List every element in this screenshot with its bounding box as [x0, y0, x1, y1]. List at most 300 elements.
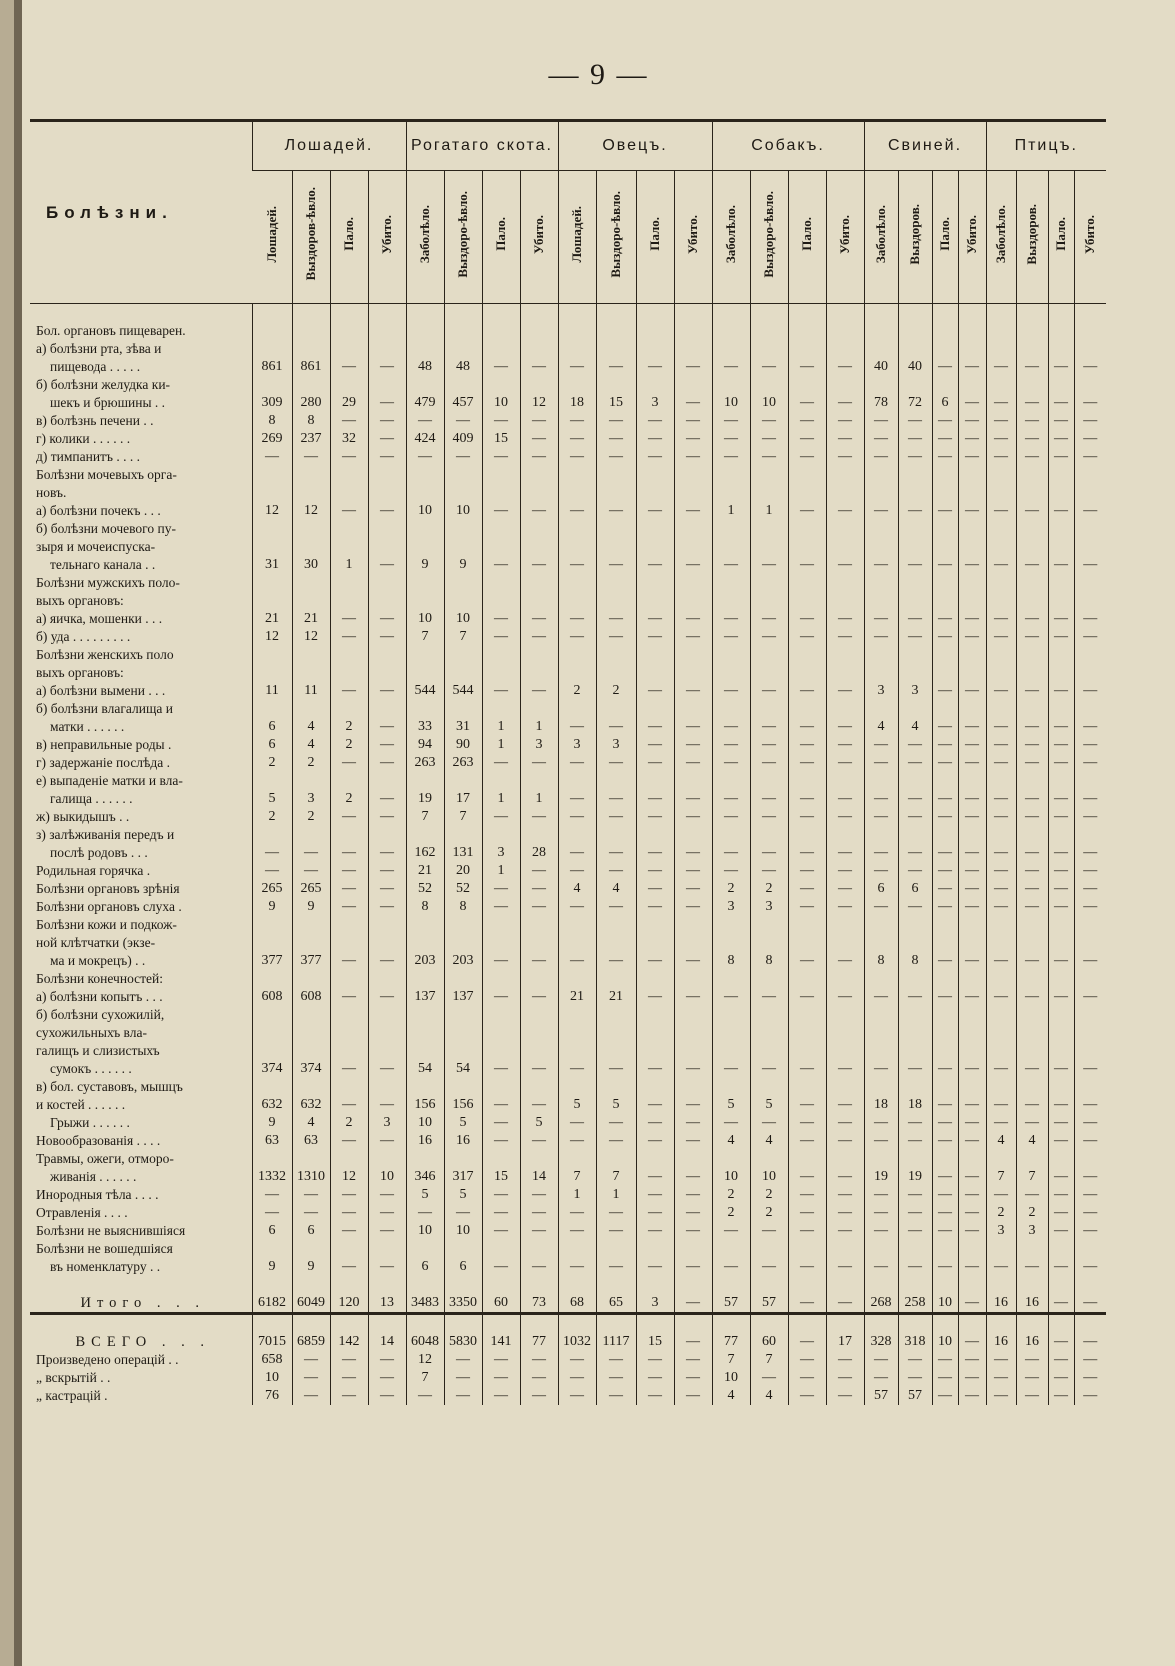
subcolumn-header — [252, 171, 292, 304]
table-cell: 9 — [292, 898, 330, 916]
table-cell: — — [1074, 610, 1106, 628]
table-cell: — — [864, 736, 898, 754]
table-cell: — — [898, 988, 932, 1006]
table-cell — [1048, 1078, 1074, 1096]
table-cell — [986, 484, 1016, 502]
table-cell: — — [674, 1168, 712, 1186]
table-cell — [292, 466, 330, 484]
table-cell: 5 — [444, 1114, 482, 1132]
table-cell: — — [330, 1387, 368, 1405]
table-cell — [252, 826, 292, 844]
table-cell: 78 — [864, 394, 898, 412]
table-cell — [636, 646, 674, 664]
table-cell: — — [958, 862, 986, 880]
table-cell: — — [958, 880, 986, 898]
table-cell — [252, 1240, 292, 1258]
table-cell: — — [558, 808, 596, 826]
empty-cell — [932, 304, 958, 323]
table-cell: 76 — [252, 1387, 292, 1405]
subcolumn-header-text: Выздоров. — [907, 203, 922, 265]
table-cell: 32 — [330, 430, 368, 448]
table-cell: — — [368, 808, 406, 826]
table-cell: — — [406, 412, 444, 430]
table-cell — [826, 700, 864, 718]
row-label: Родильная горячка . — [36, 863, 151, 878]
table-cell: 60 — [482, 1294, 520, 1314]
empty-cell — [932, 1314, 958, 1334]
table-cell: 7 — [750, 1351, 788, 1369]
table-cell: — — [444, 1369, 482, 1387]
table-cell: 7 — [558, 1168, 596, 1186]
table-cell — [520, 970, 558, 988]
table-cell: 3 — [596, 736, 636, 754]
empty-cell — [368, 1314, 406, 1334]
empty-cell — [788, 1314, 826, 1334]
row-label: а) болѣзни почекъ . . . — [36, 503, 161, 518]
empty-cell — [898, 1276, 932, 1294]
table-cell: — — [898, 736, 932, 754]
table-row — [30, 1132, 1106, 1150]
table-cell — [1048, 700, 1074, 718]
table-cell — [520, 466, 558, 484]
table-row — [30, 322, 1106, 340]
subcolumn-header-text: Убито. — [379, 214, 394, 254]
table-cell — [1048, 1024, 1074, 1042]
table-cell: 457 — [444, 394, 482, 412]
table-cell — [330, 376, 368, 394]
table-cell — [596, 916, 636, 934]
table-cell — [1074, 538, 1106, 556]
table-cell: 3 — [1016, 1222, 1048, 1240]
table-cell: — — [636, 988, 674, 1006]
row-label: „ кастрацій . — [36, 1388, 108, 1403]
table-cell — [712, 700, 750, 718]
subcolumn-header — [482, 171, 520, 304]
table-cell: 16 — [406, 1132, 444, 1150]
table-cell: — — [788, 844, 826, 862]
table-cell: — — [864, 790, 898, 808]
table-cell — [1048, 592, 1074, 610]
table-cell — [712, 664, 750, 682]
table-cell: 21 — [292, 610, 330, 628]
table-cell: — — [558, 844, 596, 862]
table-cell: 8 — [750, 952, 788, 970]
table-cell: — — [1074, 1294, 1106, 1314]
table-cell: — — [1016, 1186, 1048, 1204]
table-cell: — — [864, 1258, 898, 1276]
table-cell: — — [750, 1060, 788, 1078]
table-cell: — — [958, 556, 986, 574]
table-cell: — — [636, 880, 674, 898]
table-cell: — — [932, 988, 958, 1006]
table-cell — [1016, 826, 1048, 844]
table-cell — [292, 592, 330, 610]
table-cell: — — [1048, 430, 1074, 448]
table-cell: — — [788, 502, 826, 520]
subcolumn-header — [986, 171, 1016, 304]
table-cell — [292, 484, 330, 502]
table-cell: — — [1016, 952, 1048, 970]
table-cell: — — [1016, 610, 1048, 628]
table-cell — [788, 700, 826, 718]
table-cell — [368, 466, 406, 484]
table-cell: 3483 — [406, 1294, 444, 1314]
table-cell: — — [482, 1114, 520, 1132]
table-cell: — — [520, 754, 558, 772]
table-cell: — — [826, 1294, 864, 1314]
table-cell — [292, 826, 330, 844]
table-cell — [788, 646, 826, 664]
table-cell — [788, 1150, 826, 1168]
table-cell — [1016, 970, 1048, 988]
table-cell: — — [330, 412, 368, 430]
table-cell: — — [292, 1351, 330, 1369]
table-cell: — — [330, 1258, 368, 1276]
table-row — [30, 628, 1106, 646]
table-cell: — — [520, 628, 558, 646]
table-cell — [788, 1042, 826, 1060]
table-cell: — — [636, 1222, 674, 1240]
table-cell — [558, 592, 596, 610]
table-cell — [898, 1006, 932, 1024]
table-cell: — — [636, 1060, 674, 1078]
table-cell — [444, 970, 482, 988]
table-cell — [596, 772, 636, 790]
table-cell: — — [674, 394, 712, 412]
table-cell — [444, 1078, 482, 1096]
table-cell — [482, 934, 520, 952]
table-cell: — — [636, 412, 674, 430]
table-cell: — — [986, 718, 1016, 736]
table-row — [30, 1024, 1106, 1042]
table-cell: — — [788, 1294, 826, 1314]
row-label: Болѣзни конечностей: — [36, 971, 164, 986]
table-cell: — — [986, 610, 1016, 628]
table-cell: — — [1074, 952, 1106, 970]
table-cell: — — [674, 1096, 712, 1114]
table-cell: — — [932, 880, 958, 898]
table-cell: — — [864, 988, 898, 1006]
table-cell: — — [788, 862, 826, 880]
table-cell: — — [596, 790, 636, 808]
table-cell — [932, 772, 958, 790]
row-label: послѣ родовъ . . . — [50, 845, 148, 860]
table-cell — [826, 574, 864, 592]
table-row — [30, 952, 1106, 970]
empty-cell — [1016, 304, 1048, 323]
table-cell — [712, 1042, 750, 1060]
table-cell: — — [1016, 1060, 1048, 1078]
table-cell: — — [368, 1351, 406, 1369]
table-cell: — — [788, 610, 826, 628]
table-cell — [986, 574, 1016, 592]
table-cell: — — [986, 988, 1016, 1006]
table-cell: 21 — [406, 862, 444, 880]
empty-cell — [444, 1276, 482, 1294]
table-cell: — — [958, 430, 986, 448]
table-cell — [898, 664, 932, 682]
table-cell — [958, 538, 986, 556]
table-cell: 4 — [596, 880, 636, 898]
table-cell: — — [898, 898, 932, 916]
table-cell: — — [252, 1186, 292, 1204]
table-cell: 4 — [898, 718, 932, 736]
empty-cell — [252, 1276, 292, 1294]
empty-cell — [826, 1314, 864, 1334]
table-cell: 1310 — [292, 1168, 330, 1186]
table-cell — [482, 574, 520, 592]
table-cell — [932, 376, 958, 394]
table-cell: — — [898, 1132, 932, 1150]
table-cell — [636, 826, 674, 844]
table-cell: — — [1048, 1387, 1074, 1405]
table-cell: — — [558, 898, 596, 916]
table-cell: — — [788, 1132, 826, 1150]
table-cell: — — [596, 412, 636, 430]
table-cell: 28 — [520, 844, 558, 862]
table-cell: — — [898, 1186, 932, 1204]
row-label: въ номенклатуру . . — [50, 1259, 161, 1274]
table-cell — [558, 700, 596, 718]
table-cell: — — [674, 412, 712, 430]
table-cell — [292, 520, 330, 538]
table-cell: — — [750, 628, 788, 646]
table-cell — [1074, 916, 1106, 934]
table-cell: — — [826, 988, 864, 1006]
table-cell — [292, 1240, 330, 1258]
table-cell — [406, 1024, 444, 1042]
table-cell: — — [986, 448, 1016, 466]
table-cell: — — [636, 1369, 674, 1387]
table-cell — [932, 970, 958, 988]
table-cell — [558, 646, 596, 664]
table-cell: — — [932, 736, 958, 754]
table-cell — [958, 664, 986, 682]
row-label: в) неправильные роды . — [36, 737, 172, 752]
table-cell: — — [958, 898, 986, 916]
table-cell: — — [958, 1258, 986, 1276]
table-cell: — — [674, 790, 712, 808]
table-row — [30, 376, 1106, 394]
table-cell — [1016, 574, 1048, 592]
table-cell: — — [958, 1132, 986, 1150]
table-cell: 8 — [292, 412, 330, 430]
table-cell: 6048 — [406, 1333, 444, 1351]
table-cell: — — [636, 610, 674, 628]
table-cell — [788, 376, 826, 394]
row-label: Болѣзни не вошедшіяся — [36, 1241, 173, 1256]
table-cell: — — [958, 610, 986, 628]
table-row — [30, 538, 1106, 556]
table-cell: — — [788, 952, 826, 970]
table-cell: 3 — [368, 1114, 406, 1132]
table-cell — [482, 484, 520, 502]
table-cell — [292, 934, 330, 952]
table-cell: — — [1048, 952, 1074, 970]
group-header-sheep: Овецъ. — [558, 121, 712, 171]
table-cell — [712, 1240, 750, 1258]
table-cell — [482, 1078, 520, 1096]
table-cell — [330, 1024, 368, 1042]
row-label: б) уда . . . . . . . . . — [36, 629, 131, 644]
table-cell — [330, 1042, 368, 1060]
table-cell: — — [932, 610, 958, 628]
table-cell: — — [826, 718, 864, 736]
table-cell: — — [558, 1222, 596, 1240]
table-cell: 6 — [252, 718, 292, 736]
table-cell: — — [1048, 412, 1074, 430]
table-cell: — — [368, 736, 406, 754]
table-cell: — — [826, 1168, 864, 1186]
table-cell — [826, 340, 864, 358]
table-cell: — — [1074, 1222, 1106, 1240]
table-cell — [1048, 376, 1074, 394]
table-cell: 608 — [292, 988, 330, 1006]
table-cell: 2 — [712, 1186, 750, 1204]
table-cell — [750, 1150, 788, 1168]
table-cell: — — [750, 1114, 788, 1132]
table-cell: — — [1016, 988, 1048, 1006]
table-cell: — — [596, 1258, 636, 1276]
empty-cell — [558, 1276, 596, 1294]
table-cell — [864, 772, 898, 790]
table-cell — [750, 484, 788, 502]
table-cell — [558, 1150, 596, 1168]
table-cell — [674, 340, 712, 358]
table-cell — [596, 826, 636, 844]
table-cell: — — [368, 862, 406, 880]
table-cell: — — [674, 556, 712, 574]
table-cell: — — [558, 412, 596, 430]
table-cell: — — [1074, 682, 1106, 700]
table-cell — [932, 484, 958, 502]
row-label: Бол. органовъ пищеварен. — [36, 323, 186, 338]
table-cell: — — [788, 790, 826, 808]
table-cell — [558, 772, 596, 790]
table-cell: 52 — [406, 880, 444, 898]
table-cell — [558, 466, 596, 484]
table-cell — [712, 322, 750, 340]
empty-cell — [596, 1276, 636, 1294]
table-cell: — — [958, 736, 986, 754]
table-cell — [558, 574, 596, 592]
table-cell: — — [674, 1387, 712, 1405]
table-cell: — — [1016, 1258, 1048, 1276]
table-cell — [674, 700, 712, 718]
subcolumn-header-text: Выздоро-ѣвло. — [455, 190, 470, 278]
table-cell: 4 — [986, 1132, 1016, 1150]
table-cell — [864, 484, 898, 502]
table-cell — [368, 916, 406, 934]
table-cell — [674, 934, 712, 952]
table-cell: — — [864, 844, 898, 862]
diseases-column-header: Болѣзни. — [30, 121, 252, 304]
table-cell: — — [520, 1258, 558, 1276]
table-cell: — — [788, 718, 826, 736]
table-cell: — — [958, 718, 986, 736]
table-cell — [826, 916, 864, 934]
table-cell: 268 — [864, 1294, 898, 1314]
table-row — [30, 772, 1106, 790]
table-cell: — — [788, 1333, 826, 1351]
table-cell — [864, 826, 898, 844]
table-cell — [1016, 322, 1048, 340]
table-cell — [292, 1150, 330, 1168]
table-cell: 11 — [252, 682, 292, 700]
table-cell: — — [932, 1387, 958, 1405]
table-cell: — — [368, 556, 406, 574]
table-cell — [712, 574, 750, 592]
table-cell: — — [712, 556, 750, 574]
table-cell: — — [1048, 682, 1074, 700]
table-cell: — — [1048, 1222, 1074, 1240]
table-cell — [636, 1078, 674, 1096]
table-cell — [292, 664, 330, 682]
subcolumn-header-text: Пало. — [341, 217, 356, 251]
table-cell: — — [558, 628, 596, 646]
table-cell — [482, 340, 520, 358]
table-row — [30, 340, 1106, 358]
table-cell: — — [750, 808, 788, 826]
table-cell: — — [520, 1096, 558, 1114]
table-cell — [596, 466, 636, 484]
table-cell: — — [826, 610, 864, 628]
table-cell — [444, 340, 482, 358]
table-row — [30, 556, 1106, 574]
empty-cell — [406, 1276, 444, 1294]
table-cell: — — [898, 1114, 932, 1132]
table-cell — [444, 700, 482, 718]
table-cell — [958, 592, 986, 610]
table-cell: — — [558, 718, 596, 736]
table-cell: — — [864, 610, 898, 628]
table-cell — [444, 916, 482, 934]
table-cell: 57 — [712, 1294, 750, 1314]
table-cell — [898, 340, 932, 358]
table-cell — [368, 664, 406, 682]
table-cell — [826, 1006, 864, 1024]
table-cell: — — [986, 394, 1016, 412]
empty-cell — [1016, 1276, 1048, 1294]
table-cell: — — [330, 1060, 368, 1078]
table-cell: — — [1074, 754, 1106, 772]
table-cell: — — [1016, 448, 1048, 466]
table-cell: — — [596, 610, 636, 628]
table-cell: — — [1016, 394, 1048, 412]
table-cell: — — [958, 1369, 986, 1387]
empty-cell — [252, 1314, 292, 1334]
table-cell: — — [1048, 628, 1074, 646]
row-label: а) болѣзни рта, зѣва и — [36, 341, 162, 356]
empty-cell — [636, 1276, 674, 1294]
table-cell — [788, 574, 826, 592]
table-cell: — — [674, 502, 712, 520]
subcolumn-header-text: Пало. — [1053, 217, 1068, 251]
table-cell — [330, 1240, 368, 1258]
table-cell — [444, 592, 482, 610]
row-label: выхъ органовъ: — [36, 665, 124, 680]
table-cell: — — [1048, 1258, 1074, 1276]
table-cell: 54 — [444, 1060, 482, 1078]
table-cell: — — [932, 556, 958, 574]
empty-cell — [406, 304, 444, 323]
subcolumn-header — [636, 171, 674, 304]
empty-cell — [1016, 1314, 1048, 1334]
table-cell — [958, 1150, 986, 1168]
table-cell — [330, 664, 368, 682]
table-cell — [864, 520, 898, 538]
table-cell — [1016, 1042, 1048, 1060]
